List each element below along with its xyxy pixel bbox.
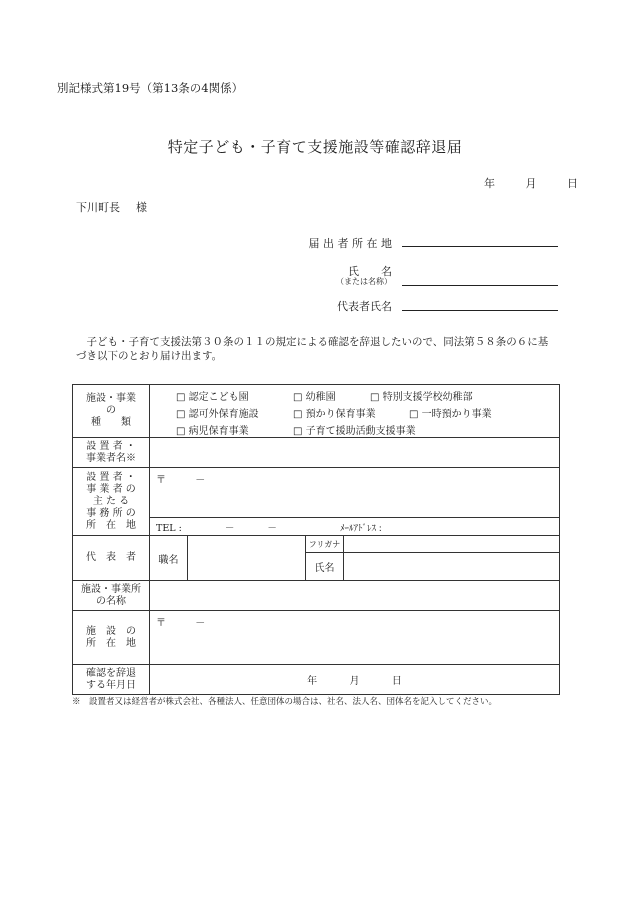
withdraw-day-label: 日 [391, 676, 402, 687]
withdraw-date-label: 確認を辞退 する年月日 [73, 665, 150, 695]
type-checkbox-nintei[interactable]: □ 認定こども園 [176, 392, 249, 403]
founder-name-field[interactable] [150, 438, 560, 468]
year-label: 年 [484, 177, 496, 190]
type-checkbox-tokubetsu[interactable]: □ 特別支援学校幼稚部 [370, 392, 473, 403]
founder-office-label: 設 置 者 ・ 事 業 者 の 主 た る 事 務 所 の 所 在 地 [73, 468, 150, 536]
withdraw-date-field[interactable] [150, 665, 560, 695]
rep-name-label: 氏名 [306, 553, 344, 581]
month-label: 月 [525, 177, 537, 190]
founder-contact-row [150, 518, 560, 536]
day-label: 日 [567, 177, 579, 190]
type-checkbox-yochien[interactable]: □ 幼稚園 [293, 392, 336, 403]
rep-name-field[interactable] [344, 553, 560, 581]
page-title: 特定子ども・子育て支援施設等確認辞退届 [167, 138, 463, 156]
date-line [484, 175, 579, 191]
form-number: 別記様式第19号（第13条の4関係） [57, 81, 244, 95]
tel-dash-1: － [224, 522, 235, 534]
addressee [76, 199, 147, 215]
tel-label: TEL : [156, 522, 182, 534]
type-checkbox-byoji[interactable]: □ 病児保育事業 [176, 426, 249, 437]
applicant-name-field[interactable] [402, 285, 558, 286]
facility-name-label: 施設・事業所 の名称 [73, 581, 150, 611]
representative-label: 代 表 者 [73, 536, 150, 581]
facility-type-options [150, 385, 560, 438]
type-checkbox-azukari[interactable]: □ 預かり保育事業 [293, 409, 376, 420]
withdraw-month-label: 月 [349, 676, 360, 687]
facility-address-label: 施 設 の 所 在 地 [73, 611, 150, 665]
applicant-name-label: 氏 名 [348, 265, 392, 278]
furigana-field[interactable] [344, 536, 560, 553]
postal-dash: － [195, 475, 206, 486]
facility-postal-mark: 〒 [156, 618, 166, 629]
facility-type-label: 施設・事業 の 種 類 [73, 385, 150, 438]
type-checkbox-enjo[interactable]: □ 子育て援助活動支援事業 [293, 426, 416, 437]
addressee-honorific: 様 [136, 201, 147, 214]
tel-dash-2: － [267, 522, 277, 534]
applicant-rep-label: 代表者氏名 [337, 300, 392, 313]
applicant-name-sublabel: （または名称） [336, 277, 392, 286]
position-field[interactable] [188, 536, 306, 581]
applicant-address-field[interactable] [402, 246, 558, 247]
facility-name-field[interactable] [150, 581, 560, 611]
type-checkbox-ichiji[interactable]: □ 一時預かり事業 [409, 409, 492, 420]
addressee-name: 下川町長 [76, 201, 120, 214]
founder-office-address-field[interactable] [150, 468, 560, 518]
type-checkbox-ninkagai[interactable]: □ 認可外保育施設 [176, 409, 259, 420]
founder-name-label: 設 置 者 ・ 事業者名※ [73, 438, 150, 468]
facility-postal-dash: － [195, 618, 206, 629]
facility-address-field[interactable] [150, 611, 560, 665]
email-label: ﾒｰﾙｱﾄﾞﾚｽ : [339, 523, 382, 534]
position-label: 職名 [150, 536, 188, 581]
withdrawal-form-table [72, 384, 560, 695]
applicant-rep-field[interactable] [402, 310, 558, 311]
applicant-address-label: 届 出 者 所 在 地 [308, 237, 392, 250]
postal-mark: 〒 [156, 475, 166, 486]
furigana-label: フリガナ [306, 536, 344, 553]
declaration-paragraph: 子ども・子育て支援法第３０条の１１の規定による確認を辞退したいので、同法第５８条の６に基づき以下のとおり届け出ます。 [76, 336, 549, 362]
footnote: ※ 設置者又は経営者が株式会社、各種法人、任意団体の場合は、社名、法人名、団体名を記入してください。 [72, 697, 498, 707]
withdraw-year-label: 年 [307, 676, 318, 687]
